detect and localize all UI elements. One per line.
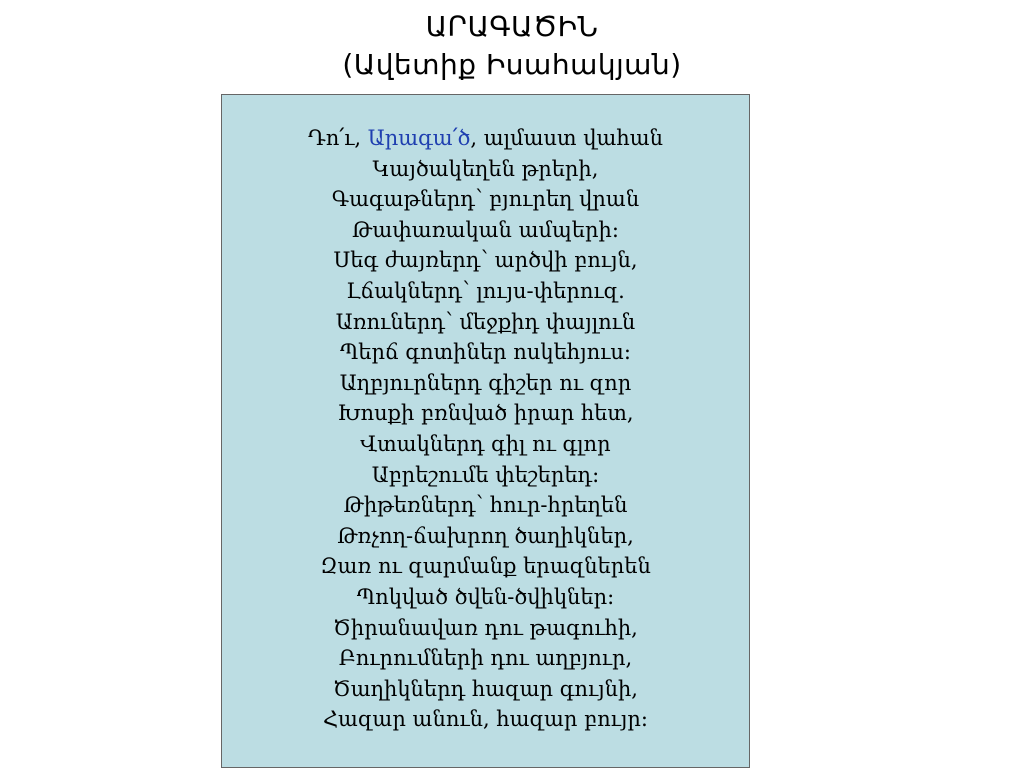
poem-line-1 (222, 123, 749, 154)
poem-line: Կայծակեղեն թրերի, (372, 156, 599, 181)
poem-line: Աղբյուրներդ գիշեր ու զոր (339, 370, 632, 395)
poem-line: Վտակներդ գիլ ու գլոր (360, 431, 611, 456)
poem-line: Թափառական ամպերի։ (352, 217, 619, 242)
poem-box (221, 94, 750, 768)
poem-author: (Ավետիք Իսահակյան) (342, 48, 682, 81)
poem-line: Բուրումների դու աղբյուր, (338, 646, 633, 671)
poem-title: ԱՐԱԳԱԾԻՆ (425, 10, 599, 43)
highlighted-word: Արագա՛ծ (367, 126, 471, 150)
poem-line: Գագաթներդ՝ բյուրեղ վրան (331, 187, 640, 212)
poem-line: Պերճ գոտիներ ոսկեհյուս։ (339, 340, 632, 365)
poem-line: Առուներդ՝ մեջքիդ փայլուն (335, 309, 636, 334)
poem-line-1-start: Դո՛ւ, (307, 126, 368, 150)
poem-line: Թռչող-ճախրող ծաղիկներ, (337, 523, 634, 548)
poem-line: Հազար անուն, հազար բույր։ (322, 707, 649, 732)
poem-line: Լճակներդ՝ լույս-փերուզ. (346, 278, 625, 303)
poem-line-1-end: , ալմաստ վահան (470, 126, 664, 150)
poem-line: Ծաղիկներդ հազար գույնի, (333, 676, 638, 701)
poem-line: Ծիրանավառ դու թագուհի, (333, 615, 638, 640)
poem-text (222, 123, 749, 735)
poem-line: Սեգ ժայռերդ՝ արծվի բույն, (333, 248, 638, 273)
poem-line: Աբրեշումե փեշերեդ։ (371, 462, 600, 487)
poem-line: Թիթեռներդ՝ հուր-հրեղեն (343, 493, 628, 518)
poem-line: Խոսքի բռնված իրար հետ, (337, 401, 634, 426)
title-block (0, 8, 1024, 84)
poem-line: Պոկված ծվեն-ծվիկներ։ (356, 584, 615, 609)
poem-line: Զառ ու զարմանք երազներեն (320, 554, 651, 579)
